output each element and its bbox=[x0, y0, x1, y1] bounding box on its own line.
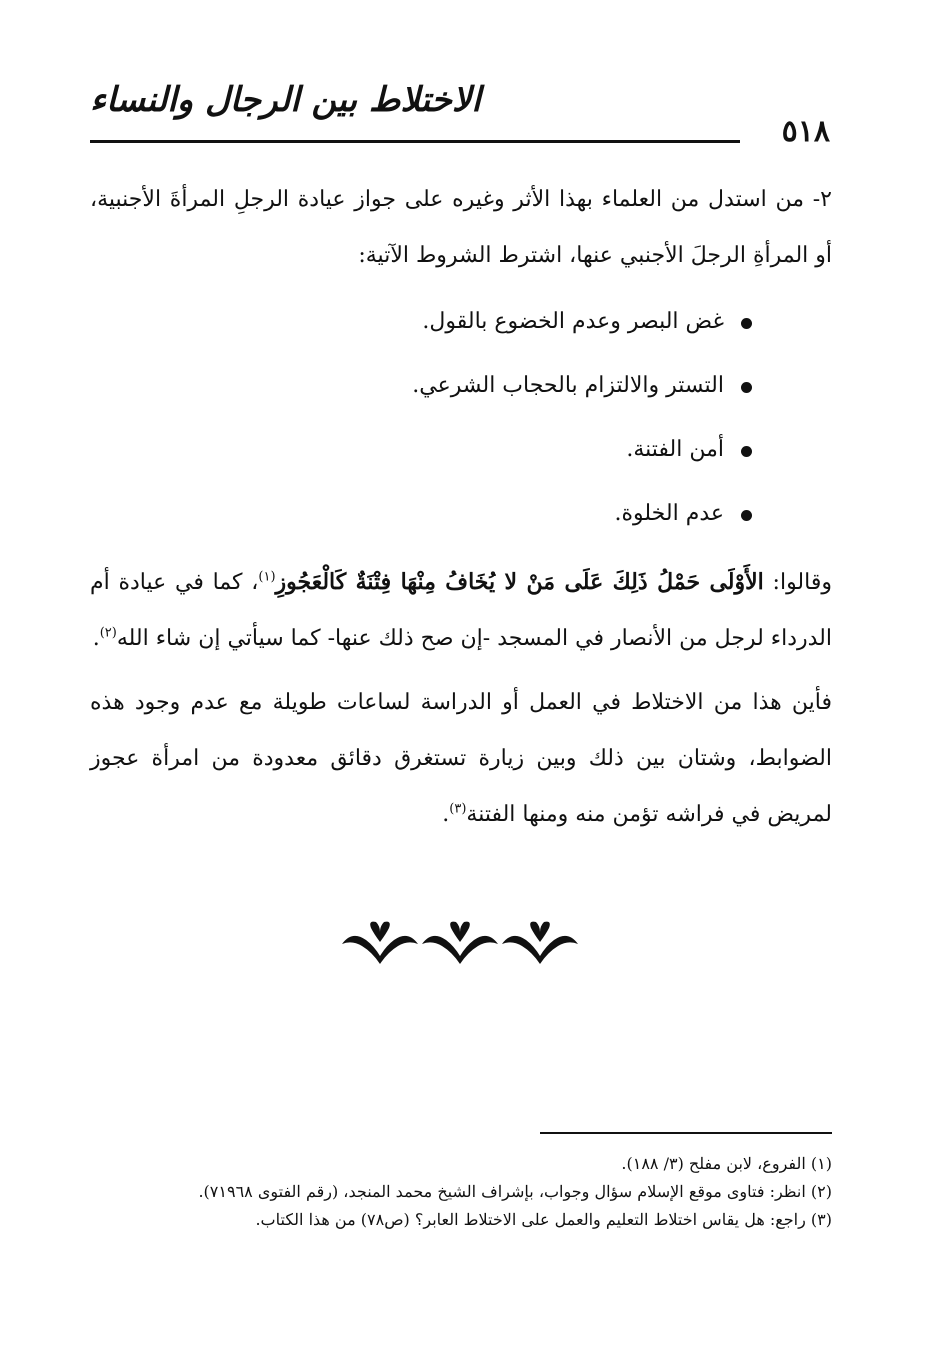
paragraph-1: ٢- من استدل من العلماء بهذا الأثر وغيره على جواز عيادة الرجلِ المرأةَ الأجنبية، أو المرأةِ الرجلَ الأجنبي عنها، اشترط الشروط الآتية: bbox=[90, 187, 832, 268]
paragraph-3-end: . bbox=[442, 802, 450, 827]
footnote-3: (٣) راجع: هل يقاس اختلاط التعليم والعمل على الاختلاط العابر؟ (ص٧٨) من هذا الكتاب. bbox=[255, 1210, 832, 1229]
book-title: الاختلاط بين الرجال والنساء bbox=[90, 80, 481, 120]
paragraph-3 bbox=[90, 675, 832, 843]
footnotes bbox=[90, 1150, 832, 1234]
footnote-separator bbox=[540, 1132, 832, 1134]
paragraph-2-end: . bbox=[92, 626, 100, 651]
footnote-mark[interactable]: (١) bbox=[258, 569, 276, 585]
condition-text: التستر والالتزام بالحجاب الشرعي. bbox=[412, 373, 724, 398]
footnote-mark[interactable]: (٣) bbox=[449, 801, 467, 817]
footnote-1: (١) الفروع، لابن مفلح (٣/ ١٨٨). bbox=[621, 1154, 832, 1173]
footnote-2: (٢) انظر: فتاوى موقع الإسلام سؤال وجواب، بإشراف الشيخ محمد المنجد، (رقم الفتوى ٧١٩٦٨). bbox=[198, 1182, 832, 1201]
paragraph-2-start: وقالوا: bbox=[763, 570, 832, 595]
paragraph-3-main: فأين هذا من الاختلاط في العمل أو الدراسة لساعات طويلة مع عدم وجود هذه الضوابط، وشتان بين ذلك وبين زيارة تستغرق دقائق معدودة من امرأة عجوز لمريض في فراشه تؤمن منه ومنها الفتنة bbox=[90, 690, 832, 827]
condition-item bbox=[90, 354, 752, 418]
page-number: ٥١٨ bbox=[781, 114, 830, 149]
condition-item bbox=[90, 482, 752, 546]
main-text bbox=[90, 172, 832, 843]
condition-item bbox=[90, 290, 752, 354]
bullet-icon bbox=[741, 510, 752, 521]
footnote-mark[interactable]: (٢) bbox=[99, 625, 117, 641]
quoted-text: الأَوْلَى حَمْلُ ذَلِكَ عَلَى مَنْ لا يُخَافُ مِنْهَا فِتْنَةٌ كَالْعَجُوزِ bbox=[275, 569, 764, 595]
ornament-icon bbox=[340, 918, 580, 968]
condition-item bbox=[90, 418, 752, 482]
header-rule bbox=[90, 140, 740, 143]
conditions-list bbox=[90, 290, 832, 546]
condition-text: أمن الفتنة. bbox=[626, 437, 724, 462]
condition-text: عدم الخلوة. bbox=[614, 501, 724, 526]
bullet-icon bbox=[741, 382, 752, 393]
bullet-icon bbox=[741, 318, 752, 329]
condition-text: غض البصر وعدم الخضوع بالقول. bbox=[422, 309, 724, 334]
paragraph-2-middle: ، كما في عيادة أم الدرداء لرجل من الأنصار في المسجد -إن صح ذلك عنها- كما سيأتي إن شاء الله bbox=[90, 570, 832, 651]
running-header bbox=[90, 80, 830, 150]
paragraph-2 bbox=[90, 554, 832, 667]
bullet-icon bbox=[741, 446, 752, 457]
